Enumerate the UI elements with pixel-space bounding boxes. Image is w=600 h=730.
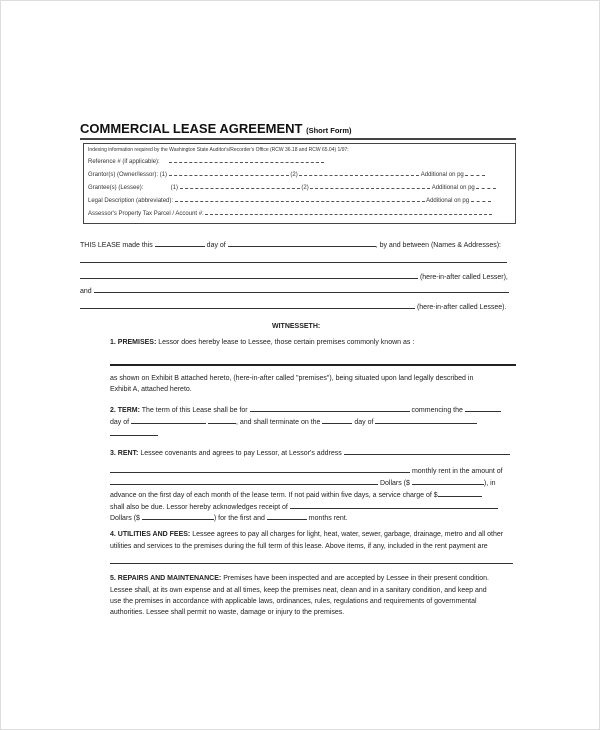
reference-field[interactable] — [169, 156, 324, 163]
utilities-line-3 — [110, 556, 513, 567]
rent-line-4 — [110, 489, 482, 500]
legal-additional-field[interactable] — [471, 195, 491, 202]
lesser-address-field-1[interactable] — [80, 255, 507, 263]
included-items-field[interactable] — [110, 556, 513, 564]
term-text-4: , and shall terminate on the — [235, 419, 321, 426]
lessor-address-field-2[interactable] — [110, 465, 410, 473]
repairs-text-2: Lessee shall, at its own expense and at all times, keep the premises neat, clean and in a sanitary condition, and keep and — [110, 587, 487, 594]
lesser-address-2 — [80, 271, 508, 282]
rent-text-9: months rent. — [308, 515, 348, 522]
premises-line-1: as shown on Exhibit B attached hereto, (here-in-after called "premises"), being situated upon land legally described in — [110, 375, 474, 382]
rent-text-4: ), in — [483, 480, 496, 487]
term-text-2: commencing the — [411, 407, 463, 414]
repairs-line-1 — [110, 574, 489, 583]
made-this-text: THIS LEASE made this — [80, 242, 153, 249]
day-of-text: day of — [206, 242, 226, 249]
rent-line-1 — [110, 447, 510, 458]
grantor-additional-field[interactable] — [465, 169, 485, 176]
rent-text-8: ) for the first and — [213, 515, 265, 522]
title-rule — [80, 138, 516, 140]
months-field[interactable] — [267, 512, 307, 520]
rent-line-3 — [110, 477, 496, 488]
end-month-field[interactable] — [375, 416, 477, 424]
commencing-field[interactable] — [465, 404, 501, 412]
lessee-address-field-1[interactable] — [94, 285, 509, 293]
indexing-intro: Indexing information required by the Washington State Auditor's/Recorder's Office (RCW 36.18 and RCW 65.04) 1/97: — [88, 147, 349, 153]
grantor-additional-label: Additional on pg — [420, 172, 464, 178]
service-charge-field[interactable] — [438, 489, 482, 497]
rent-words-field[interactable] — [110, 477, 378, 485]
start-date-field[interactable] — [131, 416, 206, 424]
reference-label: Reference # (if applicable): — [88, 159, 160, 165]
grantee-1-label: (1) — [170, 185, 179, 191]
rent-line-5 — [110, 501, 498, 512]
rent-line-2 — [110, 465, 503, 476]
premises-line-2: Exhibit A, attached hereto. — [110, 386, 192, 393]
term-text-5: day of — [354, 419, 374, 426]
repairs-text-1: Premises have been inspected and are accepted by Lessee in their present condition. — [223, 575, 489, 582]
receipt-words-field[interactable] — [290, 501, 498, 509]
receipt-amount-field[interactable] — [142, 512, 214, 520]
lessee-text: (here-in-after called Lessee). — [416, 304, 507, 311]
lessee-address-1 — [80, 285, 509, 296]
rent-text-2: monthly rent in the amount of — [411, 468, 503, 475]
rent-text-5: advance on the first day of each month of the lease term. If not paid within five days, a service charge of $ — [110, 492, 438, 499]
grantor-2-label: (2) — [290, 172, 298, 178]
indexing-box — [83, 143, 516, 224]
repairs-text-3: use the premises in accordance with applicable laws, ordinances, rules, regulations and requirements of governmental — [110, 598, 477, 605]
grantor-2-field[interactable] — [299, 169, 419, 176]
grantee-additional-label: Additional on pg — [431, 185, 475, 191]
end-day-field[interactable] — [322, 416, 352, 424]
subtitle: (Short Form) — [306, 126, 352, 135]
lease-made-line — [80, 239, 501, 250]
grantee-1-field[interactable] — [180, 182, 300, 189]
grantor-1-field[interactable] — [169, 169, 289, 176]
premises-clause — [110, 338, 414, 347]
lessor-address-field[interactable] — [344, 447, 510, 455]
end-year-field[interactable] — [110, 428, 158, 436]
legal-label: Legal Description (abbreviated): — [88, 198, 174, 204]
term-text-3: day of — [110, 419, 130, 426]
premises-text: Lessor does hereby lease to Lessee, those certain premises commonly known as : — [158, 339, 415, 346]
assessor-field[interactable] — [205, 208, 492, 215]
rent-text-7: Dollars ($ — [110, 515, 140, 522]
rent-line-6 — [110, 512, 348, 523]
title-text: COMMERCIAL LEASE AGREEMENT — [80, 121, 303, 136]
between-text: , by and between (Names & Addresses): — [375, 242, 501, 249]
grantor-1-label: (1) — [159, 172, 168, 178]
rent-text-6: shall also be due. Lessor hereby acknowledges receipt of — [110, 504, 288, 511]
term-line-2 — [110, 416, 477, 427]
repairs-heading: 5. REPAIRS AND MAINTENANCE: — [110, 575, 222, 582]
start-year-field[interactable] — [208, 416, 236, 424]
lessee-address-field-2[interactable] — [80, 301, 415, 309]
repairs-text-4: authorities. Lessee shall permit no waste, damage or injury to the premises. — [110, 609, 345, 616]
term-line-1 — [110, 404, 501, 415]
page-title — [80, 121, 352, 136]
grantee-2-field[interactable] — [310, 182, 430, 189]
legal-row — [88, 195, 491, 206]
term-text-1: The term of this Lease shall be for — [141, 407, 248, 414]
and-text: and — [80, 288, 92, 295]
grantor-row — [88, 169, 485, 180]
premises-field[interactable] — [110, 364, 516, 366]
utilities-line-1 — [110, 530, 503, 539]
assessor-label: Assessor's Property Tax Parcel / Account #: — [88, 211, 204, 217]
rent-text-1: Lessee covenants and agrees to pay Lessor, at Lessor's address — [140, 450, 342, 457]
term-length-field[interactable] — [250, 404, 410, 412]
reference-row — [88, 156, 324, 167]
assessor-row — [88, 208, 492, 219]
grantee-2-label: (2) — [301, 185, 309, 191]
grantee-label: Grantee(s) (Lessee): — [88, 185, 144, 191]
witnesseth-heading: WITNESSETH: — [272, 323, 321, 330]
term-line-3 — [110, 428, 158, 439]
grantee-row — [88, 182, 496, 193]
utilities-text-1: Lessee agrees to pay all charges for light, heat, water, sewer, garbage, drainage, metro and all other — [192, 531, 504, 538]
rent-text-3: Dollars ($ — [379, 480, 410, 487]
lesser-address-1 — [80, 255, 507, 266]
rent-heading: 3. RENT: — [110, 450, 139, 457]
term-heading: 2. TERM: — [110, 407, 140, 414]
utilities-text-2: utilities and services to the premises during the full term of this lease. Above items, if any, included in the rent payment are — [110, 543, 488, 550]
lesser-text: (here-in-after called Lesser), — [419, 274, 508, 281]
month-field[interactable] — [228, 239, 376, 247]
grantee-additional-field[interactable] — [476, 182, 496, 189]
legal-additional-label: Additional on pg — [426, 198, 470, 204]
legal-field[interactable] — [175, 195, 425, 202]
day-field[interactable] — [155, 239, 205, 247]
grantor-label: Grantor(s) (Owner/lessor): — [88, 172, 159, 178]
lesser-address-field-2[interactable] — [80, 271, 418, 279]
rent-amount-field[interactable] — [412, 477, 484, 485]
utilities-heading: 4. UTILITIES AND FEES: — [110, 531, 191, 538]
premises-heading: 1. PREMISES: — [110, 339, 157, 346]
lessee-address-2 — [80, 301, 506, 312]
